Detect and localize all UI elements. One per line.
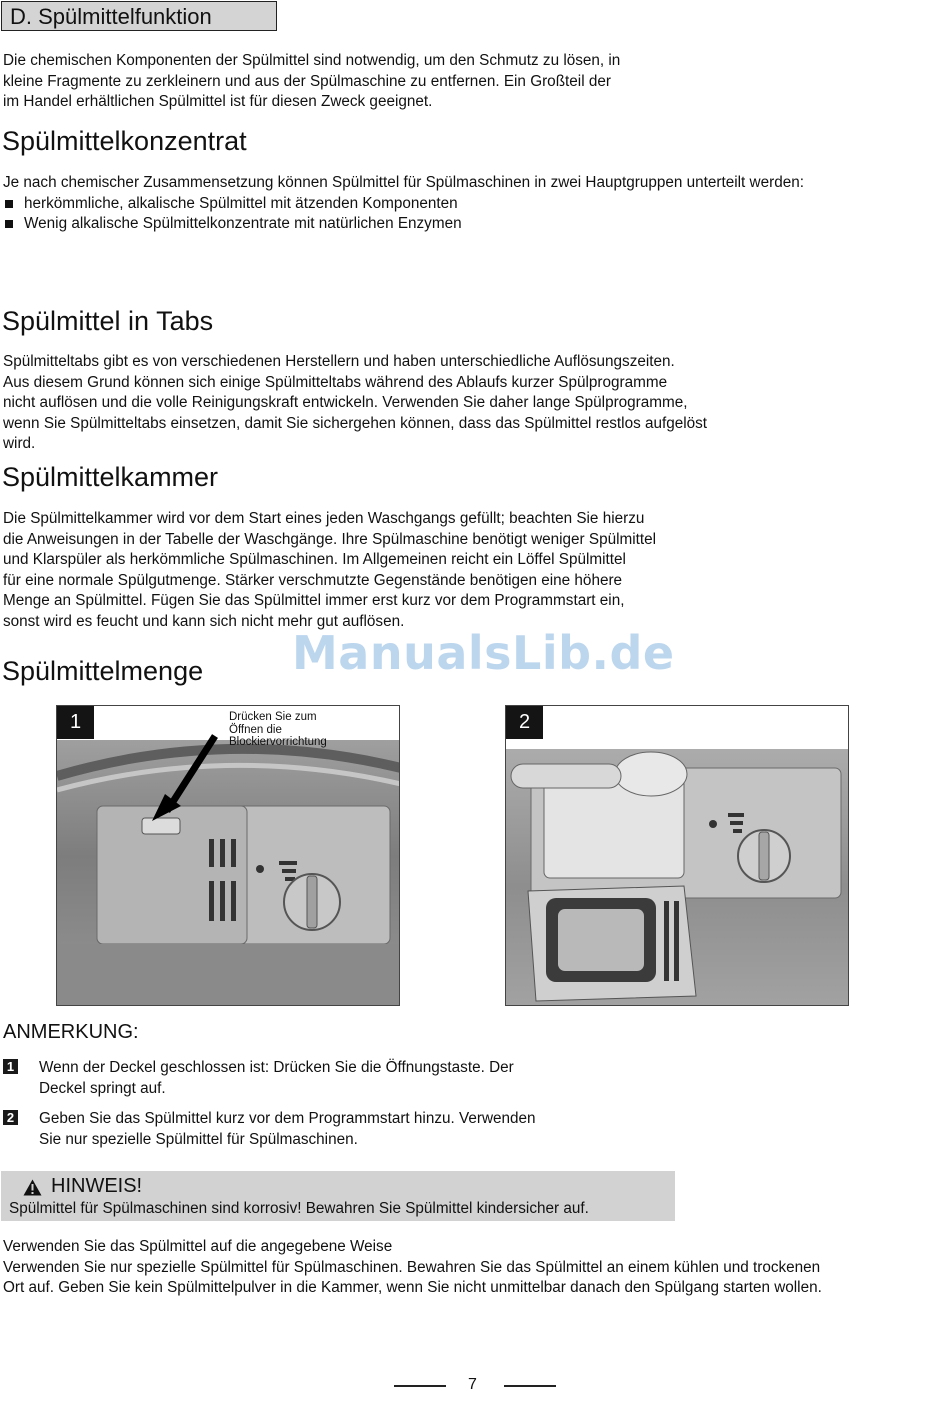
bullet-text: Wenig alkalische Spülmittelkonzentrate mit natürlichen Enzymen — [24, 215, 462, 232]
hinweis-title: HINWEIS! — [51, 1175, 143, 1197]
heading-kammer: Spülmittelkammer — [2, 462, 219, 492]
kammer-line: Die Spülmittelkammer wird vor dem Start eines jeden Waschgangs gefüllt; beachten Sie hierzu — [3, 510, 645, 527]
usage-paragraph — [3, 1237, 822, 1299]
dispenser-open-photo — [506, 706, 849, 1006]
heading-menge: Spülmittelmenge — [2, 656, 204, 686]
bullet-square-icon — [5, 220, 13, 228]
usage-line: Verwenden Sie nur spezielle Spülmittel für Spülmaschinen. Bewahren Sie das Spülmittel an einem kühlen und trockenen — [3, 1258, 821, 1276]
footer-rule-left — [394, 1385, 446, 1387]
usage-line: Verwenden Sie das Spülmittel auf die angegebene Weise — [3, 1238, 393, 1255]
caption-line: Öffnen die — [229, 723, 282, 736]
note-line: Wenn der Deckel geschlossen ist: Drücken Sie die Öffnungstaste. Der — [39, 1059, 514, 1076]
kammer-line: sonst wird es feucht und kann sich nicht mehr gut auflösen. — [3, 612, 405, 630]
konzentrat-bullets — [3, 194, 804, 235]
caption-line: Drücken Sie zum — [229, 711, 317, 723]
anmerkung-item — [3, 1058, 18, 1076]
intro-line: im Handel erhältlichen Spülmittel ist für diesen Zweck geeignet. — [3, 93, 433, 110]
konzentrat-text: Je nach chemischer Zusammensetzung können Spülmittel für Spülmaschinen in zwei Hauptgruppen unterteilt werden: — [3, 174, 804, 191]
tabs-line: Aus diesem Grund können sich einige Spülmitteltabs während des Ablaufs kurzer Spülprogramme — [3, 373, 668, 391]
dispenser-closed-photo — [57, 706, 400, 1006]
warning-triangle-icon — [23, 1179, 42, 1196]
figure-number-badge: 2 — [506, 706, 543, 739]
intro-paragraph — [3, 51, 620, 113]
heading-tabs: Spülmittel in Tabs — [2, 306, 214, 336]
figure-2 — [505, 705, 849, 1006]
figure-1-caption — [229, 711, 327, 749]
hinweis-text: Spülmittel für Spülmaschinen sind korrosiv! Bewahren Sie Spülmittel kindersicher auf. — [9, 1200, 589, 1217]
bullet-text: herkömmliche, alkalische Spülmittel mit ätzenden Komponenten — [24, 194, 458, 212]
note-line: Deckel springt auf. — [39, 1079, 166, 1097]
heading-konzentrat: Spülmittelkonzentrat — [2, 126, 247, 156]
note-line: Geben Sie das Spülmittel kurz vor dem Programmstart hinzu. Verwenden — [39, 1110, 536, 1127]
intro-line: kleine Fragmente zu zerkleinern und aus der Spülmaschine zu entfernen. Ein Großteil der — [3, 72, 611, 90]
kammer-line: die Anweisungen in der Tabelle der Waschgänge. Ihre Spülmaschine benötigt weniger Spülmittel — [3, 530, 657, 548]
hinweis-box — [1, 1171, 675, 1221]
usage-line: Ort auf. Geben Sie kein Spülmittelpulver in die Kammer, wenn Sie nicht unmittelbar danach den Spülgang starten wollen. — [3, 1279, 822, 1296]
anmerkung-item-text — [39, 1058, 514, 1099]
note-number-badge: 2 — [3, 1110, 18, 1125]
anmerkung-heading: ANMERKUNG: — [3, 1021, 139, 1043]
figure-number-badge: 1 — [57, 706, 94, 739]
tabs-paragraph — [3, 352, 707, 455]
caption-line: Blockiervorrichtung — [229, 736, 327, 748]
bullet-square-icon — [5, 200, 13, 208]
kammer-line: Menge an Spülmittel. Fügen Sie das Spülmittel immer erst kurz vor dem Programmstart ein, — [3, 592, 625, 609]
list-item — [3, 194, 804, 215]
konzentrat-section — [3, 173, 804, 235]
tabs-line: wenn Sie Spülmitteltabs einsetzen, damit Sie sichergehen können, dass das Spülmittel restlos aufgelöst — [3, 414, 708, 432]
list-item — [3, 214, 804, 235]
intro-line: Die chemischen Komponenten der Spülmittel sind notwendig, um den Schmutz zu lösen, in — [3, 52, 621, 69]
footer-rule-right — [504, 1385, 556, 1387]
figure-1 — [56, 705, 400, 1006]
kammer-line: und Klarspüler als herkömmliche Spülmaschinen. Im Allgemeinen reicht ein Löffel Spülmittel — [3, 551, 626, 568]
kammer-paragraph — [3, 509, 656, 632]
anmerkung-item — [3, 1109, 18, 1127]
kammer-line: für eine normale Spülgutmenge. Stärker verschmutzte Gegenstände benötigen eine höhere — [3, 571, 623, 589]
tabs-line: wird. — [3, 435, 36, 452]
tabs-line: nicht auflösen und die volle Reinigungskraft entwickeln. Verwenden Sie daher lange Spülprogramme, — [3, 394, 688, 411]
note-line: Sie nur spezielle Spülmittel für Spülmaschinen. — [39, 1130, 358, 1148]
tabs-line: Spülmitteltabs gibt es von verschiedenen Herstellern und haben unterschiedliche Auflösungszeiten. — [3, 353, 675, 370]
watermark: ManualsLib.de — [292, 626, 675, 680]
section-title: D. Spülmittelfunktion — [1, 1, 277, 31]
anmerkung-item-text — [39, 1109, 536, 1150]
page-number: 7 — [468, 1376, 477, 1393]
note-number-badge: 1 — [3, 1059, 18, 1074]
